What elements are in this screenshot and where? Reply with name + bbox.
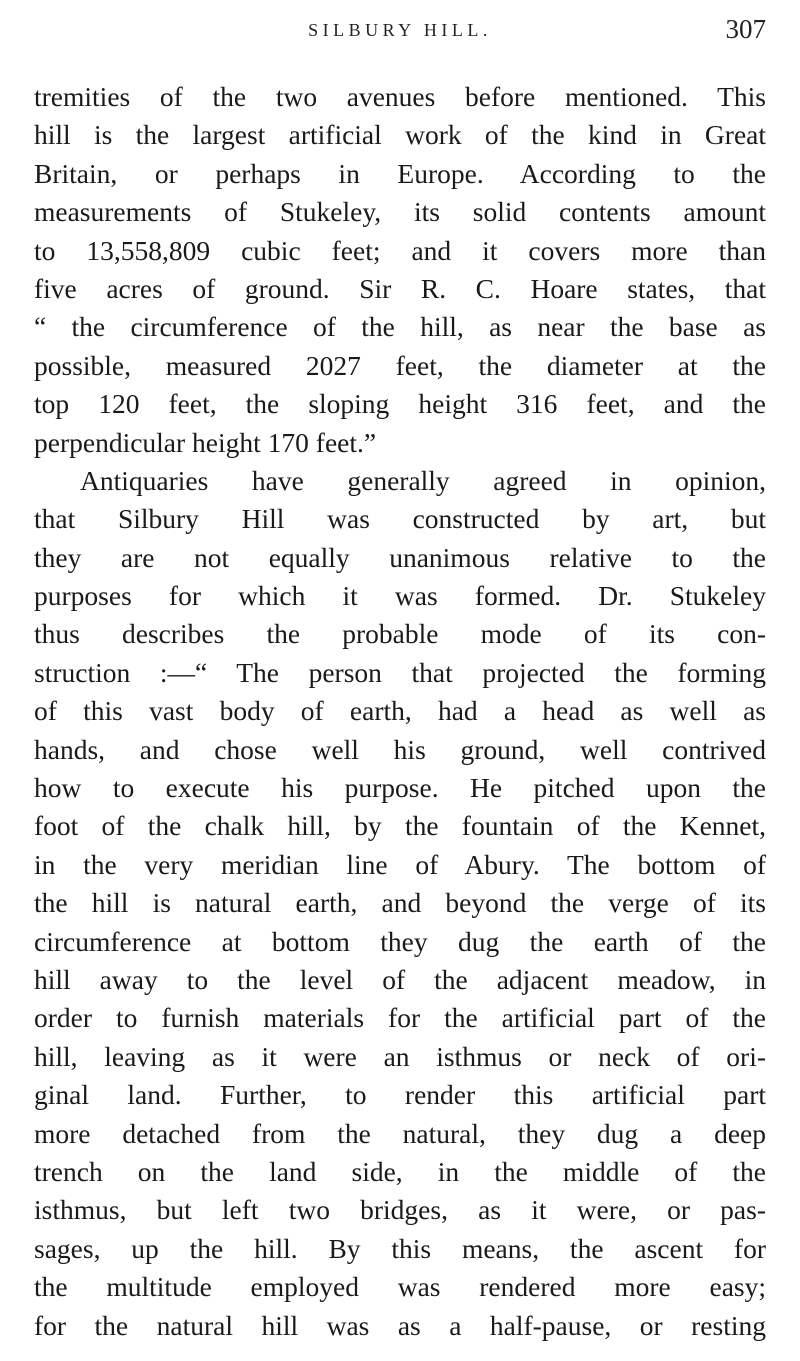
text-line: trench on the land side, in the middle of the — [34, 1155, 766, 1187]
text-line: more detached from the natural, they dug a deep — [34, 1117, 766, 1149]
text-line: they are not equally unanimous relative to the — [34, 541, 766, 573]
text-line: hill is the largest artificial work of the kind in Great — [34, 119, 766, 151]
text-line: “ the circumference of the hill, as near the base as — [34, 311, 766, 343]
text-line: in the very meridian line of Abury. The bottom of — [34, 848, 766, 880]
text-line: thus describes the probable mode of its con- — [34, 618, 766, 650]
text-line: hill, leaving as it were an isthmus or neck of ori- — [34, 1040, 766, 1072]
text-line: ginal land. Further, to render this artificial part — [34, 1079, 766, 1111]
text-line: order to furnish materials for the artificial part of the — [34, 1002, 766, 1034]
text-line: that Silbury Hill was constructed by art, but — [34, 503, 766, 535]
paragraph — [34, 462, 766, 1345]
text-line: how to execute his purpose. He pitched upon the — [34, 772, 766, 804]
text-line: sages, up the hill. By this means, the ascent for — [34, 1232, 766, 1264]
text-line: Antiquaries have generally agreed in opinion, — [80, 464, 766, 496]
text-line: the multitude employed was rendered more easy; — [34, 1271, 766, 1303]
text-line: hill away to the level of the adjacent meadow, in — [34, 963, 766, 995]
text-line: foot of the chalk hill, by the fountain of the Kennet, — [34, 810, 766, 842]
text-line: perpendicular height 170 feet.” — [34, 426, 377, 458]
text-line: measurements of Stukeley, its solid contents amount — [34, 196, 766, 228]
running-title: SILBURY HILL. — [308, 20, 492, 40]
text-line: struction :—“ The person that projected the forming — [34, 656, 766, 688]
text-line: the hill is natural earth, and beyond the verge of its — [34, 887, 766, 919]
page-number: 307 — [725, 14, 766, 44]
text-line: tremities of the two avenues before mentioned. This — [34, 81, 766, 112]
text-line: Britain, or perhaps in Europe. According to the — [34, 157, 766, 189]
paragraph — [34, 78, 766, 462]
running-head — [34, 14, 766, 54]
text-line: of this vast body of earth, had a head as well as — [34, 695, 766, 727]
text-line: top 120 feet, the sloping height 316 feet, and the — [34, 388, 766, 420]
text-line: for the natural hill was as a half-pause, or resting — [34, 1309, 766, 1341]
text-line: possible, measured 2027 feet, the diameter at the — [34, 349, 766, 381]
text-line: purposes for which it was formed. Dr. Stukeley — [34, 580, 766, 612]
text-line: hands, and chose well his ground, well contrived — [34, 733, 766, 765]
text-line: isthmus, but left two bridges, as it were, or pas- — [34, 1194, 766, 1226]
text-line: circumference at bottom they dug the earth of the — [34, 925, 766, 957]
body-text — [34, 78, 766, 1345]
text-line: to 13,558,809 cubic feet; and it covers more than — [34, 234, 766, 266]
text-line: five acres of ground. Sir R. C. Hoare states, that — [34, 272, 766, 304]
